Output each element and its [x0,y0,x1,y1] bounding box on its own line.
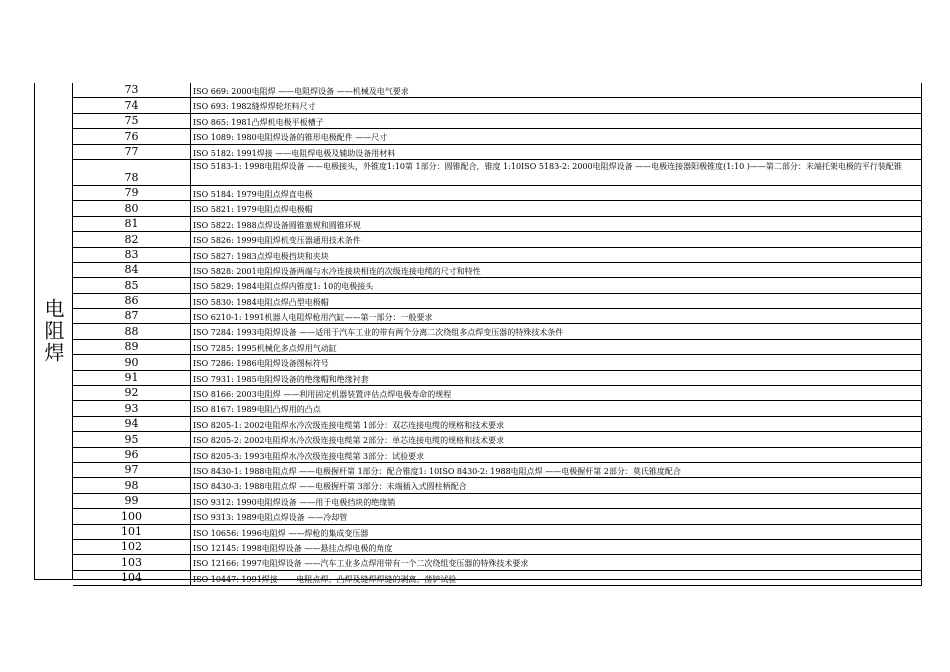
standard-description: ISO 8167: 1989电阻凸焊用的凸点 [191,401,922,415]
standard-description: ISO 12145: 1998电阻焊设备 ——悬挂点焊电极的角度 [191,540,922,554]
table-row [73,263,922,278]
row-number: 87 [73,309,191,323]
standard-description: ISO 5182: 1991焊接 ——电阻焊电极及辅助设备用材料 [191,145,922,159]
standard-description: ISO 8430-1: 1988电阻点焊 ——电极握杆第 1部分：配合锥度1: 10ISO 8430-2: 1988电阻点焊 ——电极握杆第 2部分：莫氏锥度配合 [191,463,922,477]
row-number: 103 [73,555,191,569]
row-number: 96 [73,448,191,462]
table-row [73,145,922,160]
standard-description: ISO 5183-1: 1998电阻焊设备 ——电极接头，外锥度1:10第 1部分：圆锥配合，锥度 1:10ISO 5183-2: 2000电阻焊设备 ——电极连接器阳极锥度(1:10 )——第二部分：末端托架电极的平行装配锥 [191,160,922,185]
table-row [73,571,922,586]
table-body [73,83,922,586]
table-row [73,478,922,493]
table-row [73,463,922,478]
table-row [73,129,922,144]
standard-description: ISO 5821: 1979电阻点焊电极帽 [191,201,922,215]
row-number: 91 [73,371,191,385]
category-label: 电阻焊 [41,298,65,364]
table-row [73,555,922,570]
table-row [73,371,922,386]
table-row [73,509,922,524]
row-number: 102 [73,540,191,554]
row-number: 95 [73,432,191,446]
row-number: 100 [73,509,191,523]
standard-description: ISO 9312: 1990电阻焊设备 ——用于电极挡块的绝缘销 [191,494,922,508]
standard-description: ISO 5826: 1999电阻焊机变压器通用技术条件 [191,232,922,246]
table-row [73,324,922,339]
row-number: 99 [73,494,191,508]
row-number: 83 [73,248,191,262]
table-row [73,114,922,129]
table-row [73,294,922,309]
row-number: 82 [73,232,191,246]
standard-description: ISO 7931: 1985电阻焊设备的绝缘帽和绝缘衬套 [191,371,922,385]
row-number: 101 [73,525,191,539]
table-row [73,248,922,263]
table-row [73,417,922,432]
row-number: 84 [73,263,191,277]
row-number: 92 [73,386,191,400]
row-number: 97 [73,463,191,477]
row-number: 104 [73,571,191,585]
row-number: 88 [73,324,191,338]
row-number: 78 [73,160,191,185]
standard-description: ISO 8166: 2003电阻焊 ——利用固定机器装置评估点焊电极寿命的规程 [191,386,922,400]
table-row [73,309,922,324]
standard-description: ISO 9313: 1989电阻点焊设备 ——冷却管 [191,509,922,523]
row-number: 73 [73,83,191,97]
standard-description: ISO 693: 1982缝焊焊轮坯料尺寸 [191,98,922,112]
table-row [73,448,922,463]
standard-description: ISO 10656: 1996电阻焊 ——焊枪的集成变压器 [191,525,922,539]
standard-description: ISO 7285: 1995机械化多点焊用气动缸 [191,340,922,354]
table-row [73,217,922,232]
standard-description: ISO 5829: 1984电阻点焊内锥度1: 10的电极接头 [191,278,922,292]
standard-description: ISO 1089: 1980电阻焊设备的锥形电极配件 ——尺寸 [191,129,922,143]
standard-description: ISO 5822: 1988点焊设备圆锥塞规和圆锥环规 [191,217,922,231]
row-number: 79 [73,186,191,200]
table-row [73,432,922,447]
standard-description: ISO 8205-3: 1993电阻焊水冷次级连接电缆第 3部分：试验要求 [191,448,922,462]
standard-description: ISO 5830: 1984电阻点焊凸型电极帽 [191,294,922,308]
table-row [73,494,922,509]
table-row [73,386,922,401]
row-number: 80 [73,201,191,215]
table-row [73,83,922,98]
table-row [73,355,922,370]
standard-description: ISO 5828: 2001电阻焊设备两端与水冷连接块相连的次级连接电缆的尺寸和特性 [191,263,922,277]
standard-description: ISO 669: 2000电阻焊 ——电阻焊设备 ——机械及电气要求 [191,83,922,97]
row-number: 75 [73,114,191,128]
row-number: 77 [73,145,191,159]
row-number: 90 [73,355,191,369]
standard-description: ISO 10447: 1991焊接 ——电阻点焊、凸焊及缝焊焊缝的剥离、凿铲试验 [191,571,922,585]
standard-description: ISO 865: 1981凸焊机电极平板槽子 [191,114,922,128]
row-number: 89 [73,340,191,354]
table-row [73,201,922,216]
row-number: 74 [73,98,191,112]
row-number: 93 [73,401,191,415]
standard-description: ISO 5827: 1983点焊电极挡块和夹块 [191,248,922,262]
table-row [73,540,922,555]
category-cell [35,83,73,579]
table-row [73,525,922,540]
table-row [73,232,922,247]
standard-description: ISO 8430-3: 1988电阻点焊 ——电极握杆第 3部分：末端插入式圆柱柄配合 [191,478,922,492]
row-number: 86 [73,294,191,308]
standard-description: ISO 8205-1: 2002电阻焊水冷次级连接电缆第 1部分：双芯连接电缆的规格和技术要求 [191,417,922,431]
standard-description: ISO 7284: 1993电阻焊设备 ——适用于汽车工业的带有两个分离二次绕组多点焊变压器的特殊技术条件 [191,324,922,338]
row-number: 94 [73,417,191,431]
standard-description: ISO 5184: 1979电阻点焊直电极 [191,186,922,200]
table-row [73,98,922,113]
standards-table [34,83,921,585]
standard-description: ISO 6210-1: 1991机器人电阻焊枪用汽缸——第一部分：一般要求 [191,309,922,323]
standard-description: ISO 8205-2: 2002电阻焊水冷次级连接电缆第 2部分：单芯连接电缆的规格和技术要求 [191,432,922,446]
table-row [73,186,922,201]
row-number: 81 [73,217,191,231]
table-row [73,278,922,293]
table-row [73,401,922,416]
table-row [73,340,922,355]
row-number: 85 [73,278,191,292]
standard-description: ISO 12166: 1997电阻焊设备 ——汽车工业多点焊用带有一个二次绕组变压器的特殊技术要求 [191,555,922,569]
row-number: 76 [73,129,191,143]
standard-description: ISO 7286: 1986电阻焊设备图标符号 [191,355,922,369]
table-row [73,160,922,186]
row-number: 98 [73,478,191,492]
